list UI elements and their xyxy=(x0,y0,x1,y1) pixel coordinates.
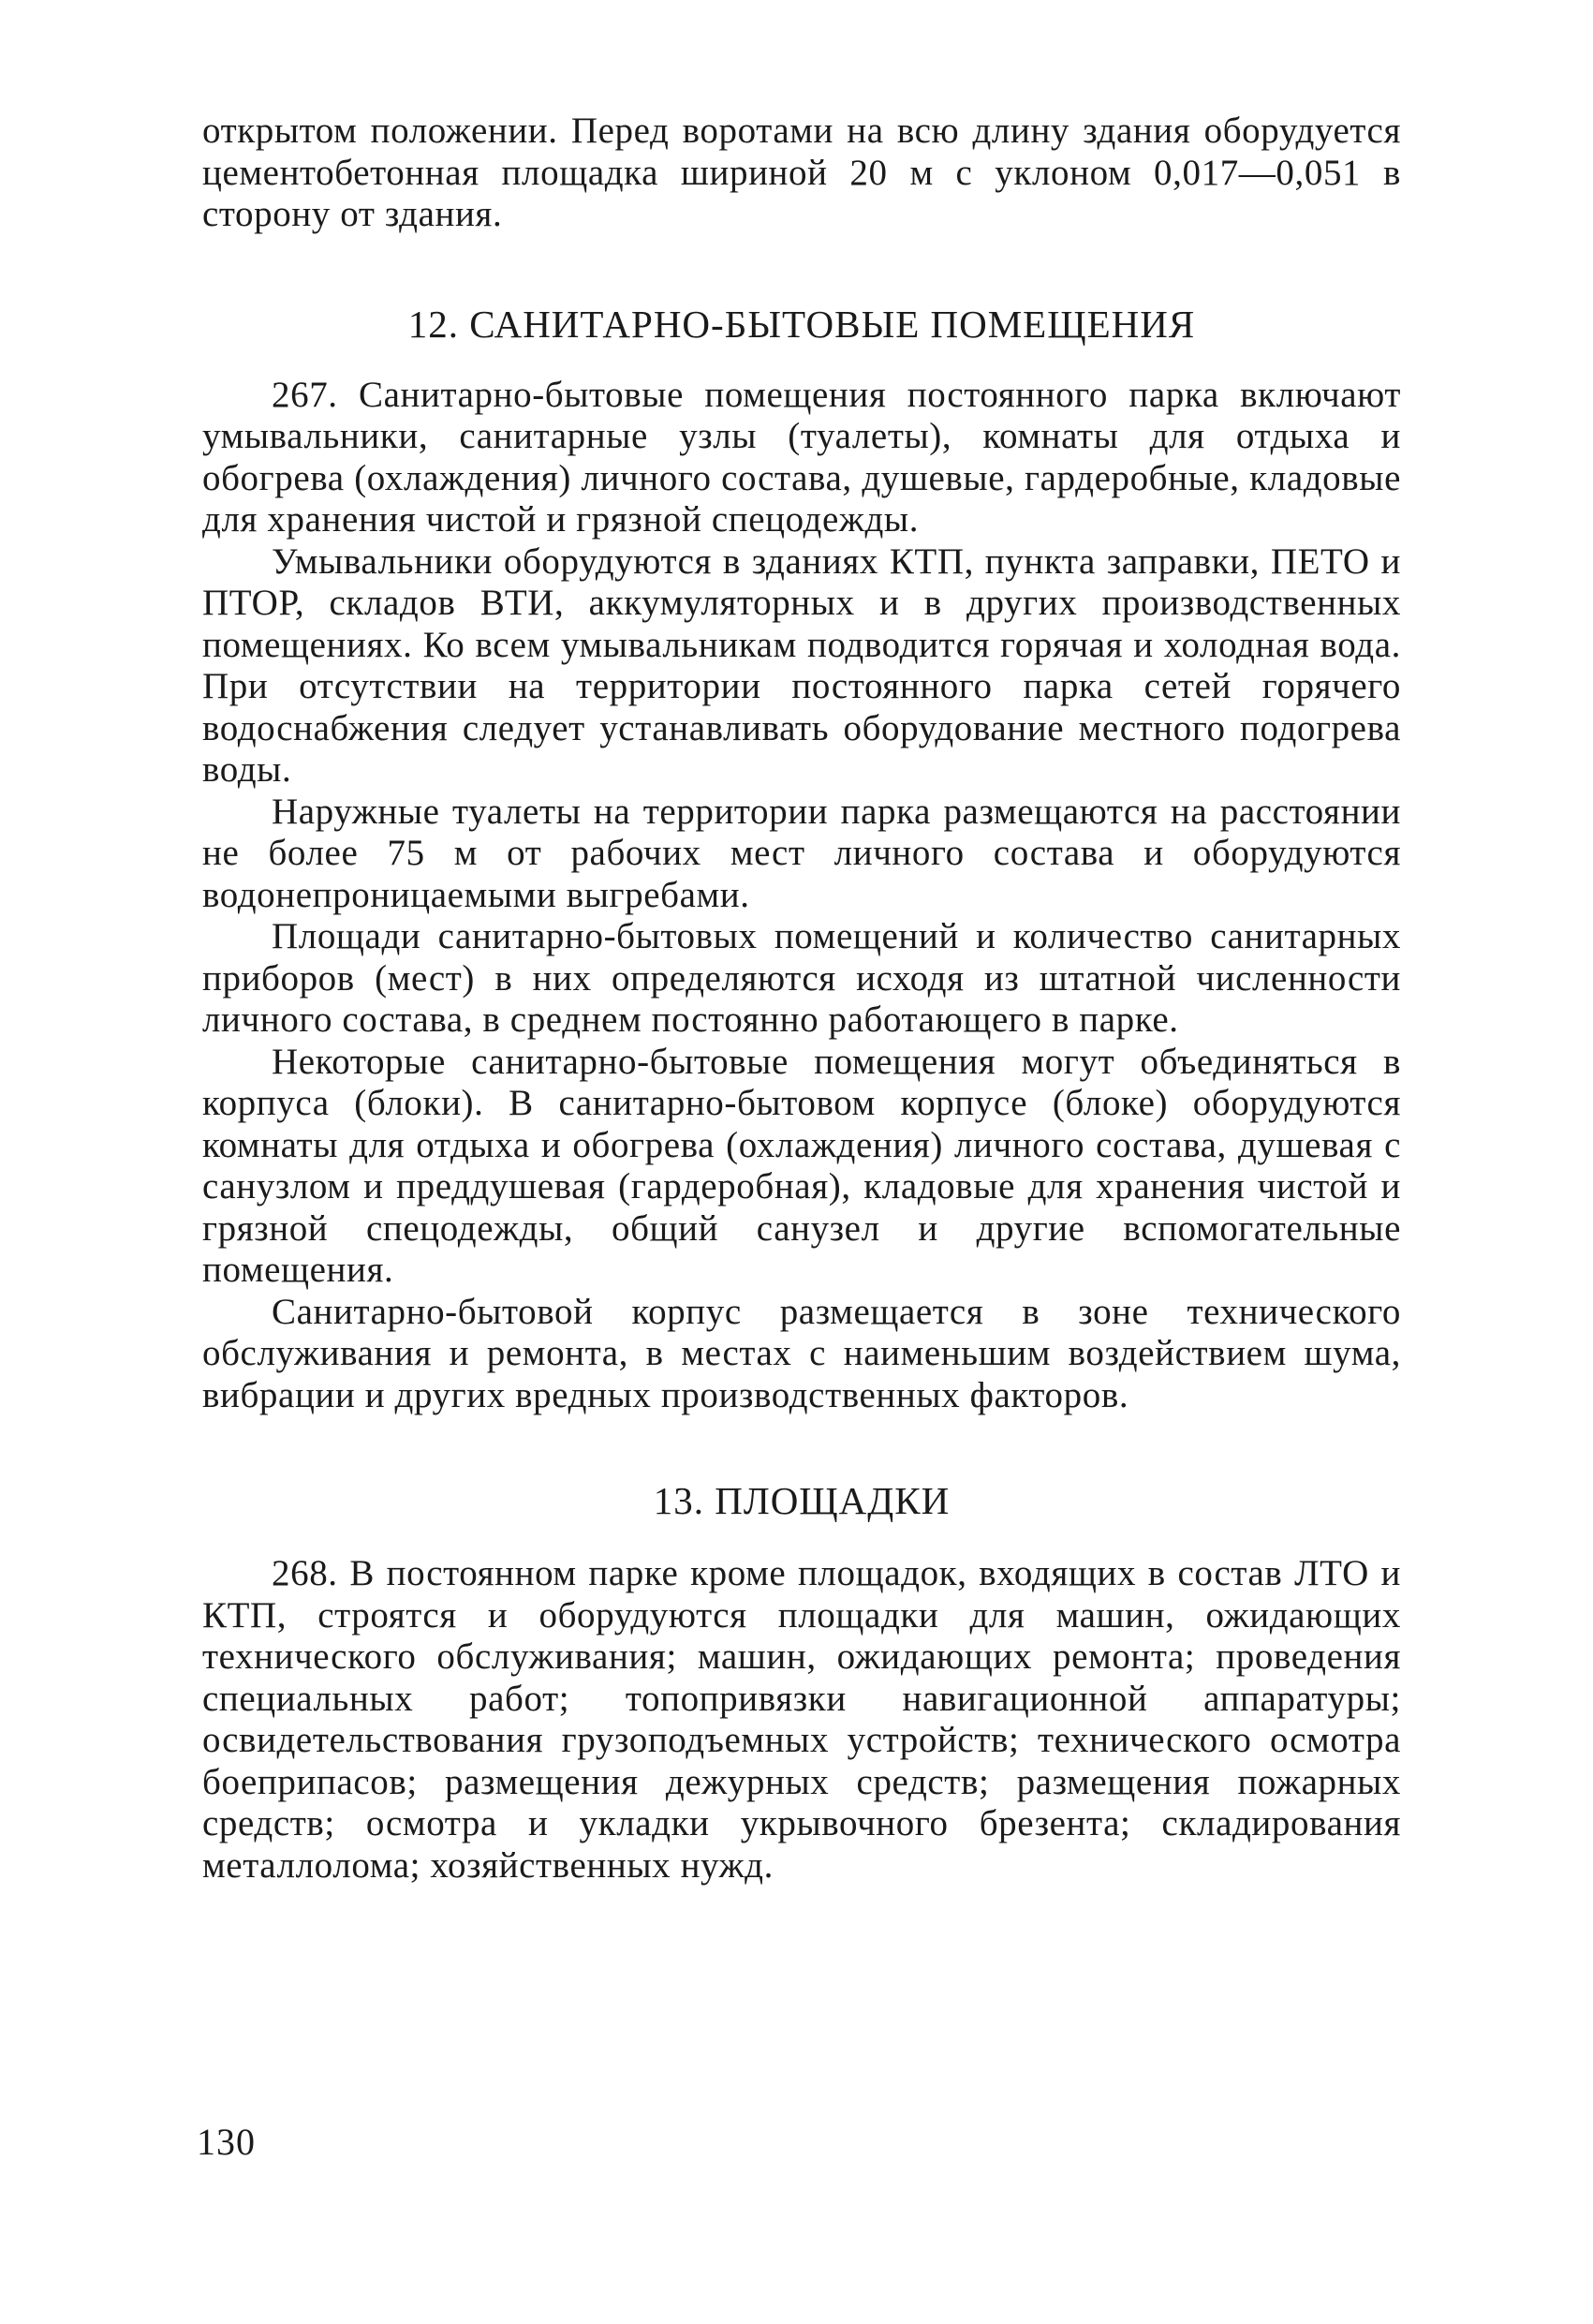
paragraph-washbasins: Умывальники оборудуются в зданиях КТП, пункта заправки, ПЕТО и ПТОР, складов ВТИ, аккумуляторных и в других производственных помещениях. Ко всем умывальникам подводится горячая и холодная вода. При отсутствии на территории постоянного парка сетей горячего водоснабжения следует устанавливать оборудование местного подогрева воды. xyxy=(202,540,1401,790)
paragraph-268: 268. В постоянном парке кроме площадок, входящих в состав ЛТО и КТП, строятся и оборудуются площадки для машин, ожидающих технического обслуживания; машин, ожидающих ремонта; проведения специальных работ; топопривязки навигационной аппаратуры; освидетельствования грузоподъемных устройств; технического осмотра боеприпасов; размещения дежурных средств; размещения пожарных средств; осмотра и укладки укрывочного брезента; складирования металлолома; хозяйственных нужд. xyxy=(202,1553,1401,1886)
page-body xyxy=(202,111,1401,1887)
paragraph-areas: Площади санитарно-бытовых помещений и количество санитарных приборов (мест) в них определяются исходя из штатной численности личного состава, в среднем постоянно работающего в парке. xyxy=(202,916,1401,1040)
paragraph-toilets: Наружные туалеты на территории парка размещаются на расстоянии не более 75 м от рабочих мест личного состава и оборудуются водонепроницаемыми выгребами. xyxy=(202,791,1401,915)
page-number: 130 xyxy=(197,2121,256,2163)
paragraph-placement: Санитарно-бытовой корпус размещается в зоне технического обслуживания и ремонта, в местах с наименьшим воздействием шума, вибрации и других вредных производственных факторов. xyxy=(202,1291,1401,1415)
paragraph-blocks: Некоторые санитарно-бытовые помещения могут объединяться в корпуса (блоки). В санитарно-бытовом корпусе (блоке) оборудуются комнаты для отдыха и обогрева (охлаждения) личного состава, душевая с санузлом и преддушевая (гардеробная), кладовые для хранения чистой и грязной спецодежды, общий санузел и другие вспомогательные помещения. xyxy=(202,1041,1401,1290)
section-13-heading: 13. ПЛОЩАДКИ xyxy=(653,1479,951,1522)
section-12-heading: 12. САНИТАРНО-БЫТОВЫЕ ПОМЕЩЕНИЯ xyxy=(407,302,1196,346)
carryover-paragraph: открытом положении. Перед воротами на всю длину здания оборудуется цементобетонная площадка шириной 20 м с уклоном 0,017—0,051 в сторону от здания. xyxy=(202,111,1401,234)
paragraph-267: 267. Санитарно-бытовые помещения постоянного парка включают умывальники, санитарные узлы (туалеты), комнаты для отдыха и обогрева (охлаждения) личного состава, душевые, гардеробные, кладовые для хранения чистой и грязной спецодежды. xyxy=(202,374,1401,540)
